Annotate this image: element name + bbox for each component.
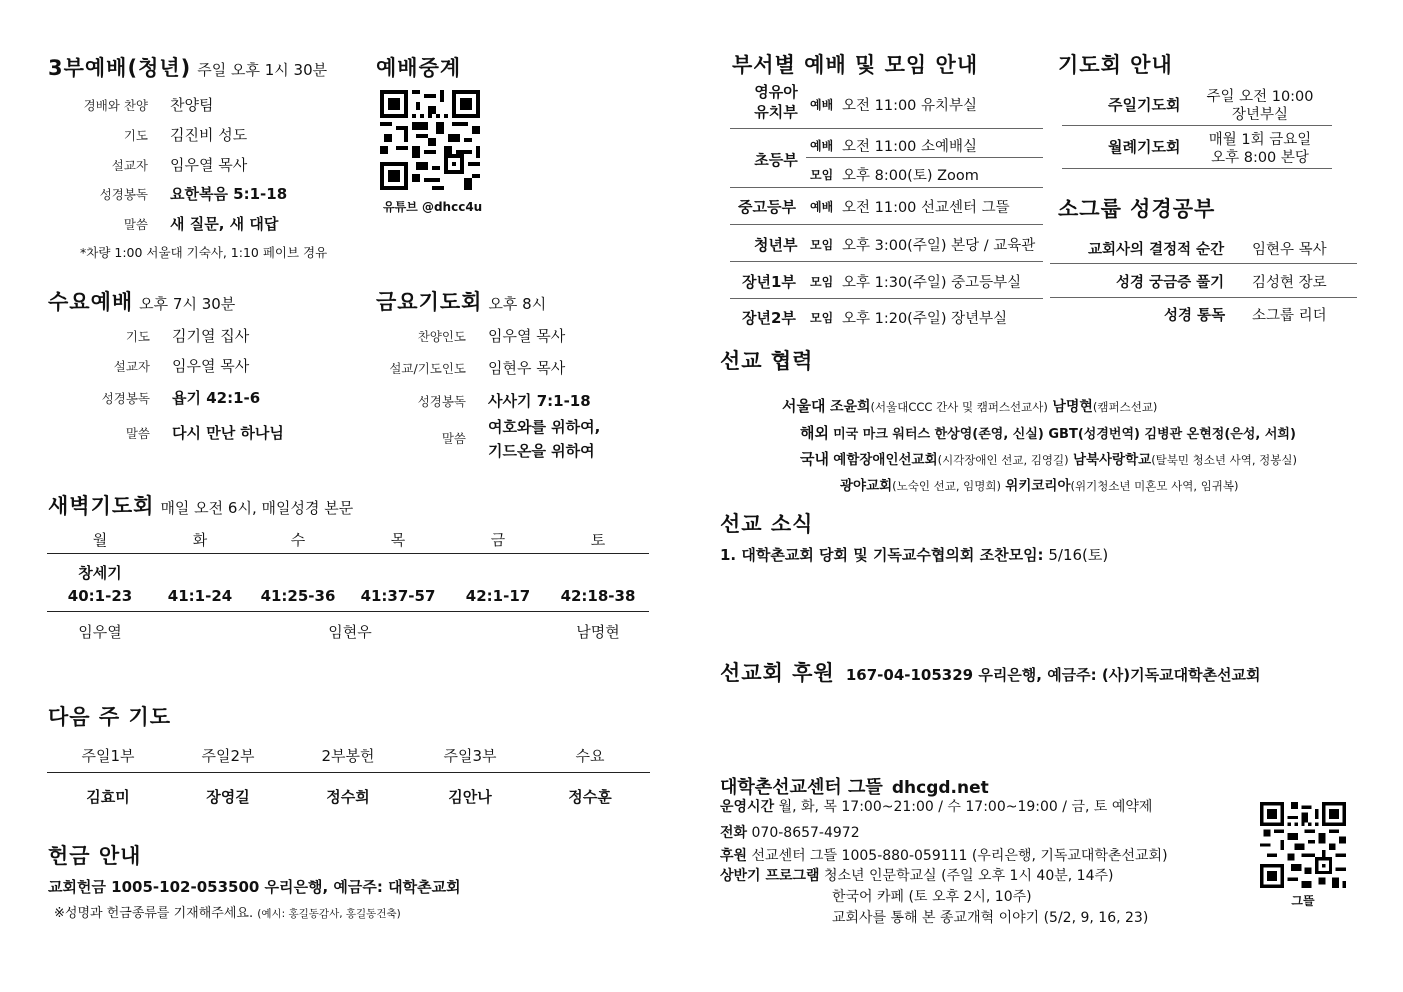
row-value: 임우열 목사 — [172, 357, 250, 375]
dept-name: 장년1부 — [742, 273, 796, 291]
mission-support-account: 167-04-105329 우리은행, 예금주: (사)기독교대학촌선교회 — [845, 666, 1261, 684]
mission-label: 서울대 — [782, 397, 826, 415]
row-value: 욥기 42:1-6 — [172, 389, 261, 407]
row-value: 임우열 목사 — [170, 156, 248, 174]
meeting-name: 주일기도회 — [1108, 96, 1181, 114]
news-text: 1. 대학촌교회 당회 및 기독교수협의회 조찬모임: — [720, 546, 1044, 564]
missionary-name: 광야교회 — [840, 478, 893, 494]
mission-support-title: 선교회 후원 — [720, 661, 835, 685]
row-value: 김기열 집사 — [172, 327, 250, 345]
sunday3-title — [48, 52, 327, 82]
dept-text: 오후 8:00(토) Zoom — [842, 168, 979, 184]
study-leader: 김성현 장로 — [1252, 275, 1327, 291]
missionary-note: (탈북민 청소년 사역, 정봉실) — [1151, 453, 1297, 467]
leader: 임우열 — [78, 623, 122, 641]
meeting-place: 장년부실 — [1231, 107, 1289, 123]
missionary-name: 조윤희 — [829, 399, 871, 415]
prayer-slot: 주일1부 — [81, 747, 135, 765]
offering-account: 교회헌금 1005-102-053500 우리은행, 예금주: 대학촌교회 — [48, 878, 461, 896]
prayer-meetings-title: 기도회 안내 — [1058, 53, 1173, 77]
dept-name — [740, 82, 812, 122]
row-label: 성경봉독 — [101, 391, 150, 406]
dawn-title — [48, 490, 353, 520]
missionary-name: 위키코리아 — [1005, 478, 1071, 494]
prayer-slot: 주일2부 — [201, 747, 255, 765]
prayer-slot: 2부봉헌 — [321, 747, 375, 765]
row-value: 임우열 목사 — [488, 327, 566, 345]
missionary-note: (서울대CCC 간사 및 캠퍼스선교사) — [870, 400, 1048, 414]
friday-title-text: 금요기도회 — [376, 290, 483, 314]
meeting-name: 월례기도회 — [1108, 138, 1181, 156]
meeting-place: 오후 8:00 본당 — [1211, 150, 1309, 166]
program-item: 교회사를 통해 본 종교개혁 이야기 (5/2, 9, 16, 23) — [832, 910, 1149, 926]
divider — [730, 224, 1043, 225]
divider — [47, 772, 650, 773]
divider — [730, 128, 1043, 129]
dept-kind: 모임 — [810, 275, 834, 289]
meeting-time: 매월 1회 금요일 — [1208, 132, 1312, 148]
center-qr-caption: 그뜰 — [1291, 894, 1315, 908]
dawn-title-text: 새벽기도회 — [48, 494, 155, 518]
study-name: 교회사의 결정적 순간 — [1088, 242, 1225, 258]
mission-label: 국내 — [800, 450, 829, 468]
passage: 41:37-57 — [360, 587, 436, 605]
info-label: 운영시간 — [720, 799, 775, 815]
offering-note-text: ※성명과 헌금종류를 기재해주세요. — [54, 906, 254, 921]
center-website: dhcgd.net — [891, 778, 989, 798]
info-value: 선교센터 그뜰 1005-880-059111 (우리은행, 기독교대학촌선교회) — [751, 848, 1168, 864]
row-value: 여호와를 위하여, — [488, 418, 601, 436]
row-label: 설교/기도인도 — [389, 361, 466, 376]
dept-text: 오전 11:00 유치부실 — [842, 98, 978, 114]
row-value: 사사기 7:1-18 — [488, 392, 591, 410]
row-label: 설교자 — [113, 359, 150, 374]
mission-support — [720, 657, 1261, 687]
row-label: 기도 — [125, 329, 150, 344]
row-label: 설교자 — [111, 158, 148, 173]
row-label: 경배와 찬양 — [83, 98, 148, 113]
row-label: 말씀 — [125, 426, 150, 441]
row-value: 요한복음 5:1-18 — [170, 185, 288, 203]
passage: 41:1-24 — [167, 587, 233, 605]
row-value: 찬양팀 — [170, 96, 214, 114]
row-value: 임현우 목사 — [488, 359, 566, 377]
offering-note — [54, 902, 401, 921]
study-name: 성경 궁금증 풀기 — [1116, 275, 1225, 291]
divider — [1062, 168, 1332, 169]
center-support — [720, 845, 1168, 865]
info-label: 후원 — [720, 848, 748, 864]
leader: 임현우 — [328, 623, 372, 641]
dept-text: 오후 3:00(주일) 본당 / 교육관 — [842, 238, 1036, 254]
day-header: 수 — [290, 531, 306, 549]
divider — [47, 611, 649, 612]
missionary-note: (시각장애인 선교, 김영길) — [937, 453, 1069, 467]
friday-title — [376, 286, 546, 316]
broadcast-caption: 유튜브 @dhcc4u — [383, 200, 483, 214]
dept-kind: 예배 — [810, 139, 834, 153]
divider — [1062, 125, 1332, 126]
divider — [730, 261, 1043, 262]
dept-text: 오전 11:00 선교센터 그뜰 — [842, 200, 1010, 216]
friday-time: 오후 8시 — [488, 295, 547, 313]
dept-name: 장년2부 — [742, 309, 796, 327]
news-date: 5/16(토) — [1048, 546, 1109, 564]
broadcast-title: 예배중계 — [376, 56, 462, 80]
missionary-name: 남명현 — [1052, 399, 1093, 415]
dept-text: 오후 1:30(주일) 중고등부실 — [842, 275, 1022, 291]
missionary-name: 미국 마크 워터스 한상영(존영, 신실) GBT(성경번역) 김병관 온현정(은성, 서희) — [833, 427, 1296, 442]
mission-label: 해외 — [800, 424, 829, 442]
row-label: 말씀 — [441, 431, 466, 446]
small-group-title: 소그룹 성경공부 — [1058, 197, 1216, 221]
prayer-name: 장영길 — [206, 788, 250, 806]
info-label: 전화 — [720, 825, 748, 841]
dept-name-line2: 유치부 — [754, 103, 798, 121]
center-phone — [720, 822, 860, 842]
prayer-slot: 수요 — [575, 747, 605, 765]
dept-kind: 예배 — [810, 98, 834, 112]
program-item: 한국어 카페 (토 오후 2시, 10주) — [832, 889, 1032, 905]
passage: 42:1-17 — [465, 587, 531, 605]
divider — [1050, 263, 1357, 264]
row-label: 성경봉독 — [99, 187, 148, 202]
row-value: 새 질문, 새 대답 — [170, 215, 279, 233]
prayer-slot: 주일3부 — [443, 747, 497, 765]
prayer-name: 김안나 — [448, 788, 492, 806]
dept-name-line1: 영유아 — [754, 83, 798, 101]
row-value: 다시 만난 하나님 — [172, 424, 284, 442]
dept-name: 초등부 — [754, 151, 798, 169]
wednesday-title-text: 수요예배 — [48, 290, 134, 314]
prayer-name: 정수희 — [326, 788, 370, 806]
passage: 40:1-23 — [67, 587, 133, 605]
day-header: 화 — [192, 531, 208, 549]
mission-overseas — [800, 422, 1296, 443]
missionary-note: (위기청소년 미혼모 사역, 임귀복) — [1070, 479, 1239, 493]
study-name: 성경 통독 — [1164, 308, 1226, 324]
center-hours — [720, 796, 1152, 816]
day-header: 토 — [590, 531, 606, 549]
dawn-book: 창세기 — [78, 564, 122, 582]
divider — [730, 298, 1043, 299]
mission-seoul — [782, 395, 1157, 416]
passage: 42:18-38 — [560, 587, 636, 605]
row-value: 김진비 성도 — [170, 126, 248, 144]
info-value: 월, 화, 목 17:00~21:00 / 수 17:00~19:00 / 금, 토 예약제 — [778, 799, 1153, 815]
info-label: 상반기 프로그램 — [720, 868, 820, 884]
dept-name: 중고등부 — [738, 198, 796, 216]
dept-text: 오전 11:00 소예배실 — [842, 139, 978, 155]
dept-kind: 예배 — [810, 200, 834, 214]
wednesday-time: 오후 7시 30분 — [139, 295, 236, 313]
dept-kind: 모임 — [810, 168, 834, 182]
row-value-2: 기드온을 위하여 — [488, 442, 595, 460]
row-label: 성경봉독 — [417, 394, 466, 409]
row-label: 찬양인도 — [417, 329, 466, 344]
passage: 41:25-36 — [260, 587, 336, 605]
row-label: 말씀 — [123, 217, 148, 232]
meeting-time: 주일 오전 10:00 — [1206, 89, 1314, 105]
prayer-name: 김효미 — [86, 788, 130, 806]
day-header: 금 — [490, 531, 506, 549]
center-title: 대학촌선교센터 그뜰 — [720, 777, 883, 798]
day-header: 월 — [92, 531, 108, 549]
divider — [806, 157, 1043, 158]
missionary-name: 남북사랑학교 — [1072, 452, 1152, 468]
mission-news-title: 선교 소식 — [720, 512, 814, 536]
wednesday-title — [48, 286, 235, 316]
sunday3-note: *차량 1:00 서울대 기숙사, 1:10 페이브 경유 — [80, 245, 328, 260]
mission-title: 선교 협력 — [720, 349, 814, 373]
dawn-time: 매일 오전 6시, 매일성경 본문 — [160, 499, 354, 517]
center-programs — [720, 865, 1113, 885]
mission-news-item — [720, 544, 1108, 565]
mission-domestic — [800, 448, 1297, 469]
row-label: 기도 — [123, 128, 148, 143]
missionary-note: (캠퍼스선교) — [1092, 400, 1158, 414]
dept-name: 청년부 — [754, 236, 798, 254]
study-leader: 소그룹 리더 — [1252, 308, 1327, 324]
day-header: 목 — [390, 531, 406, 549]
sunday3-time: 주일 오후 1시 30분 — [197, 61, 328, 79]
sunday3-title-text: 3부예배(청년) — [48, 56, 192, 80]
youtube-qr-code[interactable] — [380, 90, 480, 190]
info-value: 070-8657-4972 — [751, 825, 860, 841]
missionary-name: 예함장애인선교회 — [833, 452, 938, 468]
offering-example: (예시: 홍길동감사, 홍길동건축) — [257, 908, 401, 920]
next-prayer-title: 다음 주 기도 — [48, 705, 172, 729]
prayer-name: 정수훈 — [568, 788, 612, 806]
divider — [47, 553, 649, 554]
missionary-note: (노숙인 선교, 임명희) — [892, 479, 1001, 493]
mission-domestic-2 — [840, 474, 1239, 494]
divider — [730, 187, 1043, 188]
dept-kind: 모임 — [810, 238, 834, 252]
offering-title: 헌금 안내 — [48, 844, 142, 868]
dept-text: 오후 1:20(주일) 장년부실 — [842, 311, 1008, 327]
leader: 남명현 — [576, 623, 620, 641]
departments-title: 부서별 예배 및 모임 안내 — [732, 53, 979, 77]
dept-kind: 모임 — [810, 311, 834, 325]
study-leader: 임현우 목사 — [1252, 242, 1327, 258]
center-qr-code[interactable] — [1260, 802, 1346, 888]
program-item: 청소년 인문학교실 (주일 오후 1시 40분, 14주) — [824, 868, 1114, 884]
divider — [1050, 297, 1357, 298]
